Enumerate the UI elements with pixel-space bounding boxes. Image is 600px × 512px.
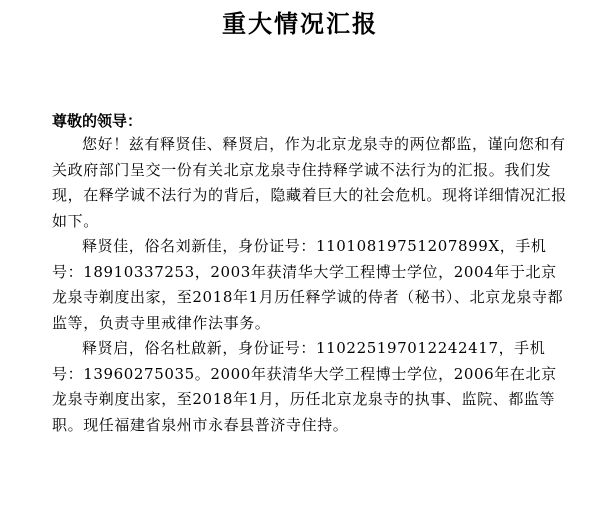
document-body xyxy=(52,132,572,438)
paragraph-shi-xianjia: 释贤佳，俗名刘新佳，身份证号：11010819751207899X，手机号：18910337253，2003年获清华大学工程博士学位，2004年于北京龙泉寺剃度出家，至2018年1月历任释学诚的侍者（秘书）、北京龙泉寺都监等，负责寺里戒律作法事务。 xyxy=(52,237,564,332)
salutation: 尊敬的领导： xyxy=(52,112,143,130)
paragraph-greeting: 您好！兹有释贤佳、释贤启，作为北京龙泉寺的两位都监，谨向您和有关政府部门呈交一份有关北京龙泉寺住持释学诚不法行为的汇报。我们发现，在释学诚不法行为的背后，隐藏着巨大的社会危机。现将详细情况汇报如下。 xyxy=(52,135,567,230)
paragraph-shi-xianqi: 释贤启，俗名杜啟新，身份证号：110225197012242417，手机号：13960275035。2000年获清华大学工程博士学位，2006年在北京龙泉寺剃度出家，至2018年1月，历任北京龙泉寺的执事、监院、都监等职。现任福建省泉州市永春县普济寺住持。 xyxy=(52,339,557,434)
document-title: 重大情况汇报 xyxy=(222,9,378,38)
